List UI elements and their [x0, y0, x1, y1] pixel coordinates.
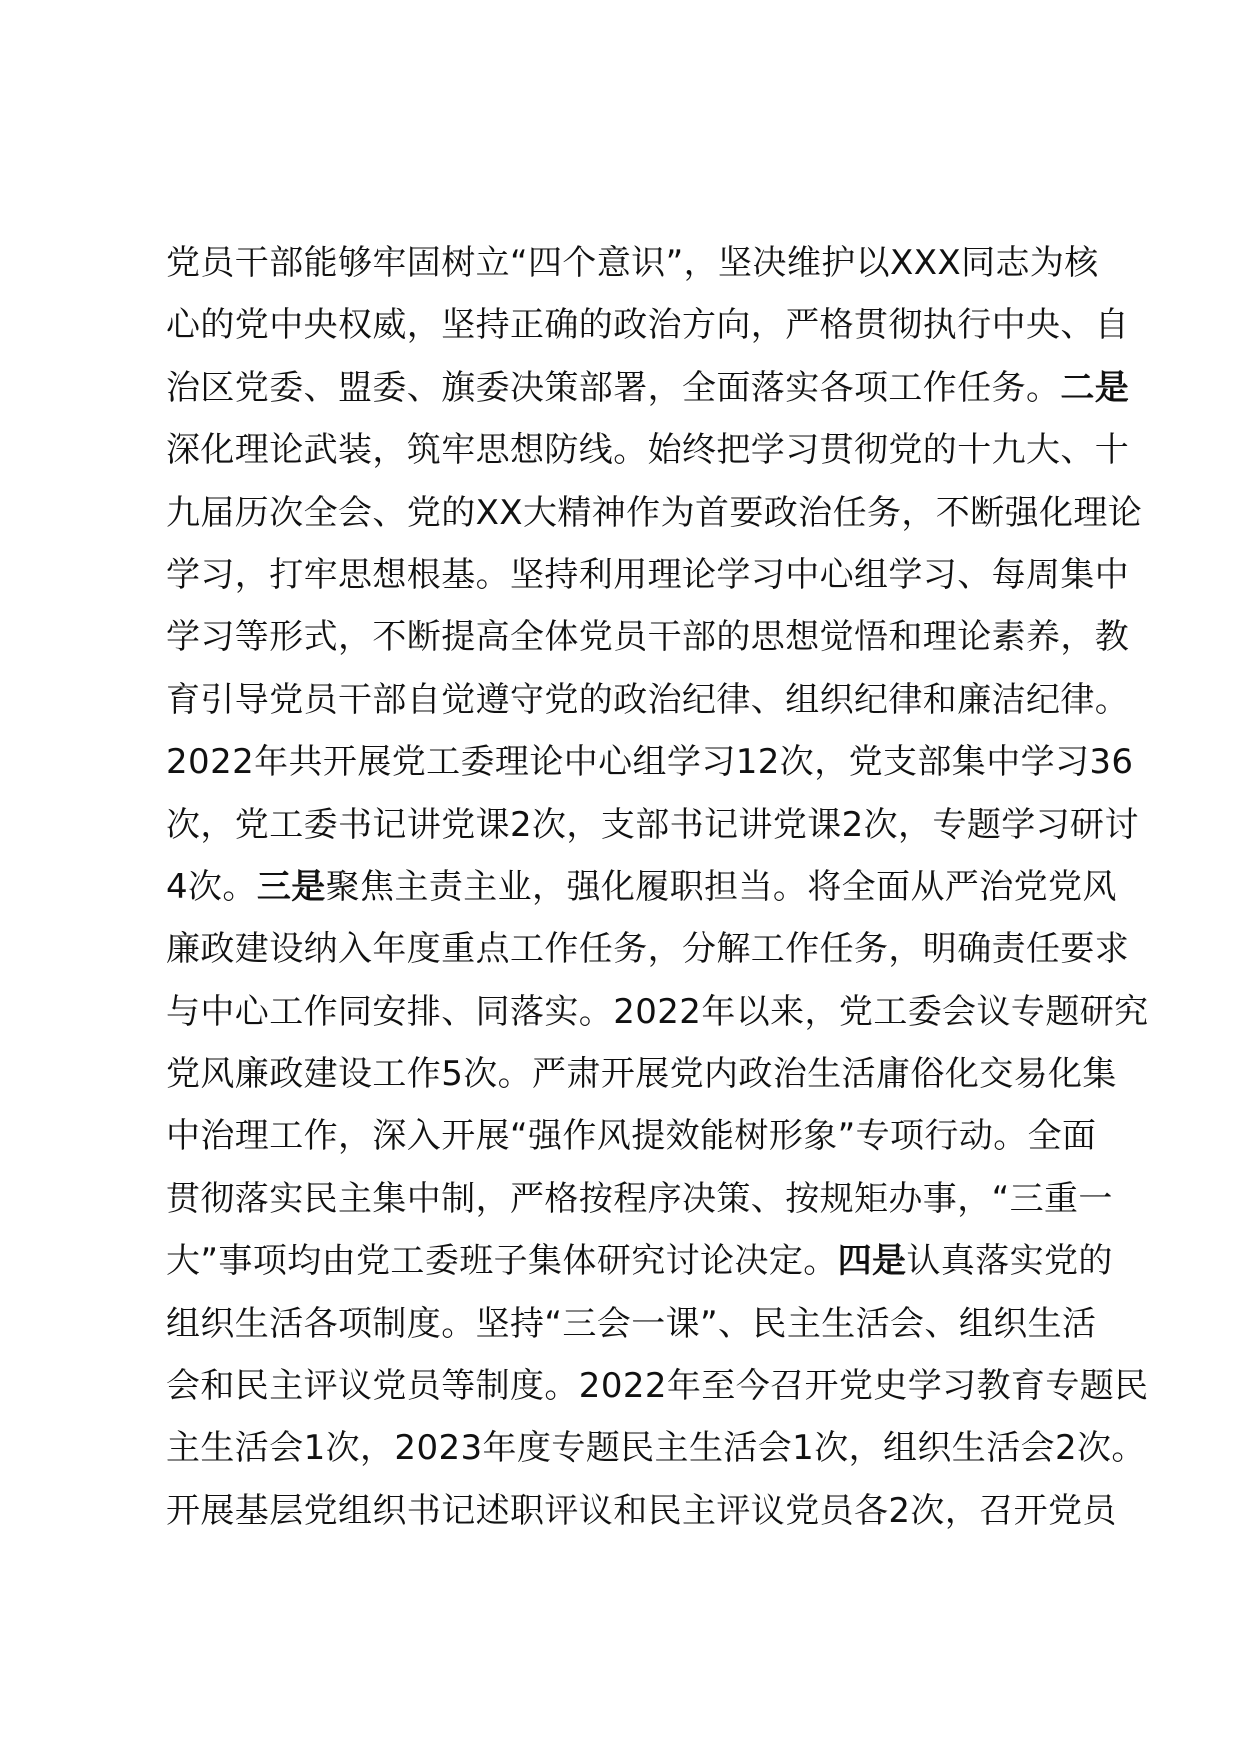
text-run: 党员干部能够牢固树立“四个意识”，坚决维护以XXX同志为核 [166, 243, 1099, 283]
text-run: 心的党中央权威，坚持正确的政治方向，严格贯彻执行中央、自 [166, 305, 1130, 346]
text-line [166, 1230, 1113, 1292]
text-line [166, 669, 1130, 731]
text-run: 中治理工作，深入开展“强作风提效能树形象”专项行动。全面 [166, 1116, 1097, 1157]
text-line [166, 1043, 1117, 1105]
text-run: 贯彻落实民主集中制，严格按程序决策、按规矩办事，“三重一 [166, 1178, 1113, 1219]
text-run: 认真落实党的 [906, 1241, 1113, 1282]
bold-ordinal-marker: 三是 [256, 866, 326, 907]
text-run: 育引导党员干部自觉遵守党的政治纪律、组织纪律和廉洁纪律。 [166, 679, 1130, 720]
text-line [166, 731, 1134, 793]
text-line [166, 918, 1130, 980]
text-run: 大”事项均由党工委班子集体研究讨论决定。 [166, 1241, 838, 1282]
text-run: 九届历次全会、党的XX大精神作为首要政治任务，不断强化理论 [166, 492, 1143, 533]
text-run: 治区党委、盟委、旗委决策部署，全面落实各项工作任务。 [166, 367, 1061, 408]
text-line [166, 544, 1130, 606]
text-run: 组织生活各项制度。坚持“三会一课”、民主生活会、组织生活 [166, 1303, 1097, 1344]
text-run: 学习等形式，不断提高全体党员干部的思想觉悟和理论素养，教 [166, 617, 1130, 658]
text-line [166, 294, 1130, 356]
text-line [166, 1480, 1117, 1542]
bold-ordinal-marker: 四是 [837, 1241, 907, 1282]
text-line [166, 1168, 1113, 1230]
text-line [166, 1293, 1106, 1355]
text-run: 次，党工委书记讲党课2次，支部书记讲党课2次，专题学习研讨 [166, 804, 1139, 845]
text-run: 聚焦主责主业，强化履职担当。将全面从严治党党风 [325, 866, 1117, 907]
text-run: 会和民主评议党员等制度。2022年至今召开党史学习教育专题民 [166, 1366, 1149, 1407]
text-line [166, 1355, 1149, 1417]
text-run: 深化理论武装，筑牢思想防线。始终把学习贯彻党的十九大、十 [166, 430, 1130, 471]
text-line [166, 419, 1130, 481]
bold-ordinal-marker: 二是 [1060, 367, 1130, 408]
body-paragraph [166, 232, 1149, 1542]
text-line [166, 794, 1139, 856]
text-run: 学习，打牢思想根基。坚持利用理论学习中心组学习、每周集中 [166, 554, 1130, 595]
text-run: 廉政建设纳入年度重点工作任务，分解工作任务，明确责任要求 [166, 929, 1130, 970]
text-line [166, 1417, 1146, 1479]
text-line [166, 232, 1106, 294]
text-line [166, 606, 1130, 668]
text-line [166, 981, 1149, 1043]
text-line [166, 1105, 1106, 1167]
text-run: 开展基层党组织书记述职评议和民主评议党员各2次，召开党员 [166, 1490, 1117, 1531]
text-run: 与中心工作同安排、同落实。2022年以来，党工委会议专题研究 [166, 991, 1149, 1032]
text-line [166, 856, 1117, 918]
text-run: 主生活会1次，2023年度专题民主生活会1次，组织生活会2次。 [166, 1428, 1146, 1469]
text-run: 党风廉政建设工作5次。严肃开展党内政治生活庸俗化交易化集 [166, 1054, 1117, 1095]
text-run: 2022年共开展党工委理论中心组学习12次，党支部集中学习36 [166, 742, 1134, 783]
text-line [166, 357, 1130, 419]
text-line [166, 482, 1143, 544]
text-run: 4次。 [166, 866, 257, 907]
